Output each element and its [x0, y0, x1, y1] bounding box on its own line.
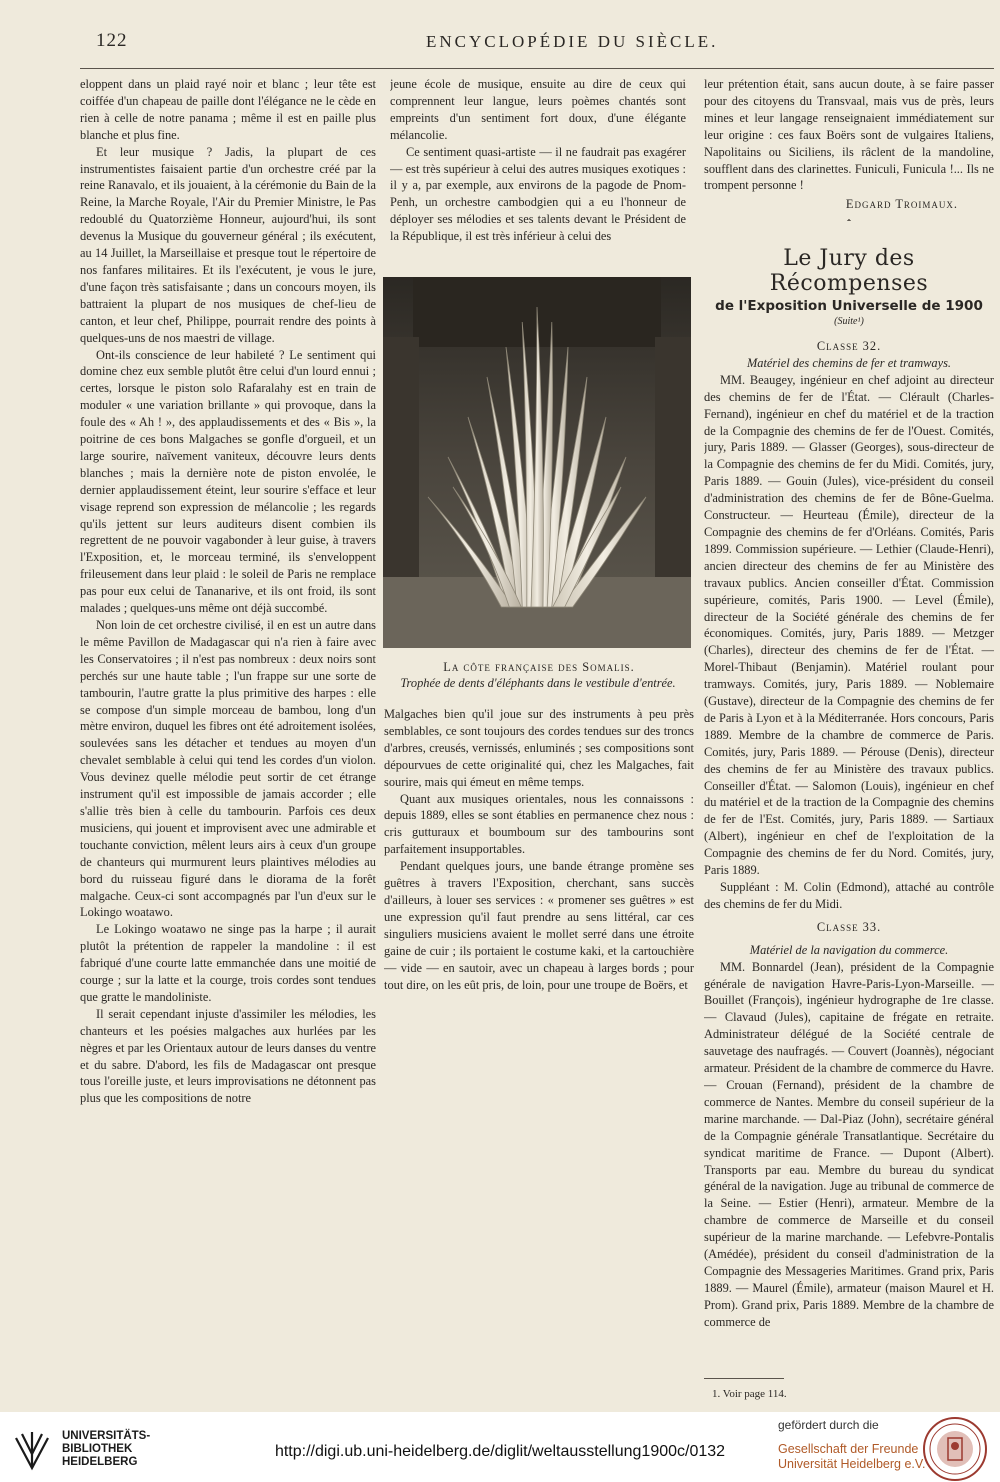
university-seal-icon: [922, 1416, 988, 1482]
classe-33-paragraph: MM. Bonnardel (Jean), président de la Compagnie générale de navigation Havre-Paris-Lyon-Marseille. — Bouillet (François), ingénieur hydrographe de 1re classe. — Clavaud (Jules), capitaine de frégate en retraite. Administrateur délégué de la Société centrale de sauvetage des naufragés. — Couvert (Joannès), négociant armateur. Président de la chambre de commerce du Havre. — Crouan (Fernand), président de la chambre de commerce de Nantes. Membre du conseil supérieur de la marine marchande. — Dal-Piaz (John), secrétaire général de la Compagnie générale Transatlantique. Secrétaire du syndicat maritime de France. — Dupont (Albert). Transports par eau. Membre du bureau du syndicat général de la navigation. Juge au tribunal de commerce de la Seine. — Estier (Henri), armateur. Membre de la chambre de commerce de Marseille et du conseil supérieur de la marine marchande. — Lefebvre-Pontalis (Amédée), président du conseil d'administration de la Compagnie des Messageries Maritimes. Grand prix, Paris 1889. — Maurel (Émile), armateur (maison Maurel et H. Prom). Grand prix, Paris 1889. Membre de la chambre de commerce de: [704, 959, 994, 1329]
figure-caption-title: La côte française des Somalis.: [443, 660, 635, 674]
column-1-paragraph: Non loin de cet orchestre civilisé, il en est un autre dans le même Pavillon de Madagascar qui n'a rien à faire avec les Conservatoires ; il n'est pas nombreux : deux noirs sont perchés sur une haute table ; l'un frappe sur une sorte de tambourin, l'autre gratte la plus primitive des harpes : elle se compose d'un simple morceau de bambou, long d'un mètre environ, duquel les fibres ont été adroitement isolées, soulevées sans les détacher et tendues au moyen d'un chevalet semblable à celui qui tend les cordes d'un violon. Vous devinez quelle mélodie peut sortir de cet étrange instrument qu'il est impossible de jamais accorder ; elle s'allie très bien à celle du tambourin. Parfois ces deux musiciens, qui jouent et improvisent avec une admirable et touchante conviction, mêlent leurs airs à ceux d'un groupe de chanteurs qui murmurent leurs plaintives mélodies au bord du ruisseau figuré dans le diorama de la forêt malgache. Ceux-ci sont accompagnés par l'un d'eux sur le Lokingo woatawo.: [80, 618, 376, 920]
classe-33-caption: Matériel de la navigation du commerce.: [749, 942, 949, 957]
footnote-rule: [704, 1378, 784, 1379]
classe-32-caption: Matériel des chemins de fer et tramways.: [746, 355, 952, 370]
column-1: [80, 76, 376, 1332]
column-1-paragraph: Le Lokingo woatawo ne singe pas la harpe ; il aurait plutôt la prétention de rappeler la mandoline : il est fabriqué d'une courte latte emmanchée dans une moitié de courge ; sur la latte et la courge, trois cordes sont tendues que gratte le mandoliniste.: [80, 922, 376, 1004]
journal-title: ENCYCLOPÉDIE DU SIÈCLE.: [426, 32, 719, 51]
library-name-line: BIBLIOTHEK: [62, 1443, 133, 1455]
page-number: 122: [96, 30, 128, 51]
section-heading: [704, 246, 994, 327]
classe-32-paragraph: MM. Beaugey, ingénieur en chef adjoint au directeur des chemins de fer de l'État. — Clérault (Charles-Fernand), ingénieur en chef du matériel et de la traction de la Compagnie des chemins de fer de l'Ouest. Comités, jury, Paris 1889. — Glasser (Georges), sous-directeur de la Compagnie des chemins de fer du Midi. Comités, jury, Paris 1889. — Gouin (Jules), vice-président du conseil d'administration des chemins de fer de Bône-Guelma. Constructeur. — Heurteau (Émile), directeur de la Compagnie des chemins de fer d'Orléans. Comités, Paris 1899. Commission supérieure. — Lethier (Claude-Henri), ancien directeur des chemins de fer au Ministère des travaux publics. Ancien conseiller d'État. Commission supérieure, comités, Paris 1900. — Level (Émile), directeur de la Société générale des chemins de fer économiques. Comités, jury, Paris 1889. — Metzger (Charles), directeur des chemins de fer de l'État. — Morel-Thibaut (Benjamin). Matériel roulant pour tramways. Comités, jury, Paris 1889. — Noblemaire (Gustave), directeur de la Compagnie des chemins de fer de Paris à Lyon et à la Méditerranée. Hors concours, Paris 1889. Membre de la chambre de commerce de Paris. Comités, jury, Paris 1889. — Pérouse (Denis), directeur des chemins de fer au Ministère des travaux publics. Conseiller d'État. — Salomon (Louis), ingénieur en chef du matériel et de la traction de la Compagnie des chemins de fer de l'Est. Comités, jury, Paris 1889. — Sartiaux (Albert), ingénieur en chef de l'exploitation de la Compagnie des chemins de fer du Nord. Comités, jury, Paris 1889.: [704, 372, 994, 878]
sponsor-name-line: Gesellschaft der Freunde: [778, 1442, 919, 1456]
column-2-top: [390, 76, 686, 266]
header-rule: [80, 68, 994, 69]
ornament-divider: [704, 217, 994, 221]
column-1-paragraph: Ont-ils conscience de leur habileté ? Le sentiment qui domine chez eux semble plutôt être celui d'un lourd ennui ; certes, lorsque le piston solo Rafaralahy est en train de moduler « une variation brillante » qui provoque, dans la foule des « Ah ! », des applaudissements et des « Bis », la poitrine de ces bons Malgaches se gonfle d'orgueil, et un large sourire, naïvement vaniteux, découvre leurs dents blanches ; mais la dernière note de piston envolée, le dernier applaudissement éteint, leur sourire s'efface et leur visage reprend son expression de mélancolie ; les regards qu'ils jettent sur leurs auditeurs disent combien ils regrettent de ne pouvoir vagabonder à leur guise, à travers l'Exposition, et, le morceau terminé, ils s'enveloppent frileusement dans leur plaid : le soleil de Paris ne remplace pas pour eux celui de Tananarive, et ils ont froid, ils sont malades ; quelques-uns même ont déjà succombé.: [80, 347, 376, 616]
footnote: 1. Voir page 114.: [712, 1388, 787, 1400]
column-2-paragraph: Ce sentiment quasi-artiste — il ne faudrait pas exagérer — est très supérieur à celui des autres musiques exotiques : il y a, par exemple, aux environs de la pagode de Pnom-Penh, un orchestre cambodgien qui a eu l'honneur de déployer ses mélodies et ses talents devant le Président de la République, il est très inférieur à celui des: [390, 144, 686, 244]
column-2-paragraph: Pendant quelques jours, une bande étrange promène ses guêtres à travers l'Exposition, cherchant, sans succès d'ailleurs, à louer ses services : « promener ses guêtres » est une expression qu'il faut prendre au sens littéral, car ces singuliers musiciens avaient le mollet serré dans une étroite gaine de cuir ; ils portaient le costume kaki, et la cartouchière — vide — en sautoir, avec un chapeau à larges bords ; pour tout dire, on les eût pris, de loin, pour une troupe de Boërs, et: [384, 859, 694, 992]
figure-caption-text: Trophée de dents d'éléphants dans le vestibule d'entrée.: [400, 676, 676, 690]
digitization-url-link[interactable]: http://digi.ub.uni-heidelberg.de/diglit/weltausstellung1900c/0132: [274, 1443, 726, 1460]
classe-33-heading: Classe 33.: [816, 919, 882, 934]
library-name-line: UNIVERSITÄTS-: [62, 1430, 151, 1442]
library-footer: [0, 1412, 1000, 1482]
column-3-top: [704, 76, 994, 221]
library-name-line: HEIDELBERG: [62, 1456, 138, 1468]
author-signature: Edgard Troimaux.: [845, 197, 958, 212]
sponsor-name-line: Universität Heidelberg e.V.: [778, 1457, 926, 1471]
section-suite: (Suite¹): [834, 316, 864, 327]
column-1-paragraph: Et leur musique ? Jadis, la plupart de ces instrumentistes faisaient partie d'un orchestre créé par la reine Ranavalo, et ils jouaient, à la cérémonie du Bain de la Reine, la Marche Royale, l'Air du Premier Ministre, le Pas redoublé du Quatorzième Honneur, aujourd'hui, ils sont devenus la Musique du gouverneur général ; ils exécutent, au 14 Juillet, la Marseillaise et presque tout le répertoire de nos fanfares militaires. Et ils l'exécutent, je vous le jure, d'une façon très satisfaisante ; dans un concours moyen, ils battraient la plupart de nos musiques de chef-lieu de canton, et leur chef, Philippe, pourrait rendre des points à quelques-uns de nos maestri de village.: [80, 144, 376, 345]
section-subtitle: de l'Exposition Universelle de 1900: [715, 298, 983, 314]
running-head: [0, 30, 1000, 60]
classe-32-heading: Classe 32.: [816, 339, 882, 353]
column-2-paragraph: Quant aux musiques orientales, nous les connaissons : depuis 1889, elles se sont établies en permanence chez nous : cris gutturaux et boumboum sur des tambourins sont parfaitement insupportables.: [384, 791, 694, 857]
column-2-paragraph: jeune école de musique, ensuite au dire de ceux qui comprennent leur langue, leurs poèmes chantés sont empreints d'un sentiment fort doux, d'une élégante mélancolie.: [390, 77, 686, 142]
column-1-paragraph: eloppent dans un plaid rayé noir et blanc ; leur tête est coiffée d'un chapeau de paille dont l'élégance ne le cède en rien à celle de notre panama ; même il est en paille plus blanche et plus fine.: [80, 77, 376, 142]
photograph-ivory-trophy: [383, 277, 691, 648]
column-2-paragraph: Malgaches bien qu'il joue sur des instruments à peu près semblables, ce sont toujours des cordes tendues sur des troncs d'arbres, creusés, vernissés, enluminés ; ses compositions sont dépourvues de cette originalité qui, chez les Malgaches, fait sourire, mais qui émeut en même temps.: [384, 707, 694, 789]
classe-32-paragraph: Suppléant : M. Colin (Edmond), attaché au contrôle des chemins de fer du Midi.: [704, 880, 994, 911]
sponsor-label: gefördert durch die: [778, 1418, 879, 1432]
column-3-bottom: [704, 338, 994, 1338]
section-title: Le Jury des Récompenses: [769, 246, 929, 296]
sponsor-name: [778, 1442, 926, 1472]
column-1-paragraph: Il serait cependant injuste d'assimiler les mélodies, les chanteurs et les poésies malgaches aux hurlées par les nègres et par les Orientaux autour de leurs danses du ventre et du sabre. D'abord, les fils de Madagascar ont presque tous l'oreille juste, et leurs improvisations ne détonnent pas plus que les compositions de notre: [80, 1006, 376, 1106]
column-2-bottom: [384, 706, 694, 1346]
column-3-paragraph: leur prétention était, sans aucun doute, à se faire passer pour des citoyens du Transvaal, mais vus de près, leurs mines et leur langage renseignaient immédiatement sur leur origine : ces faux Boërs sont de vulgaires Italiens, Napolitains ou Siciliens, ils râclent de la mandoline, soufflent dans des clarinettes. Funiculi, Funicula !... Ils ne trompent personne !: [704, 77, 994, 193]
